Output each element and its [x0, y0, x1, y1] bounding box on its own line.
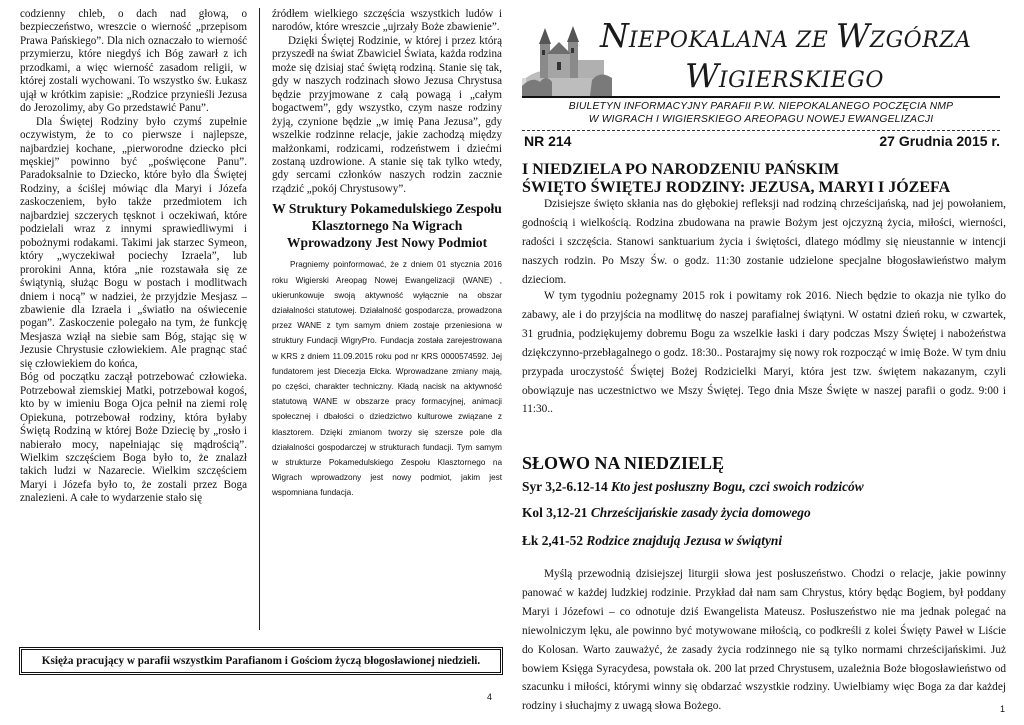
- week-text: [522, 287, 1006, 419]
- struct-body: [272, 257, 502, 500]
- issue-number: NR 214: [524, 133, 572, 149]
- struct-heading: W Struktury Pokamedulskiego Zespołu Klasztornego Na Wigrach Wprowadzony Jest Nowy Podmiot: [272, 201, 502, 251]
- reading-ref: Kol 3,12-21: [522, 505, 588, 520]
- page-number-left: 4: [487, 692, 493, 702]
- reading-item: [522, 505, 811, 521]
- masthead: [522, 6, 1002, 130]
- reading-ref: Syr 3,2-6.12-14: [522, 479, 608, 494]
- footer-greeting-box: [19, 647, 503, 675]
- issue-info: [522, 133, 1000, 153]
- reading-item: [522, 533, 782, 549]
- page-number-right: 1: [1000, 704, 1006, 714]
- col2-paragraph: Dzięki Świętej Rodzinie, w której i przez którą przyszedł na świat Zbawiciel Świata, każda rodzina może się dzisiaj stać świętą rodziną. Stanie się tak, gdy w naszych rodzinach słowo Jezusa Chrystusa będzie przyjmowane z całą powagą i „całym bogactwem”, gdy wszystko, czym nasze rodziny żyją, czynione będzie „w imię Pana Jezusa”, gdy wszelkie rodzinne relacje, jakie zachodzą między małżonkami, rodzicami, rodzeństwem i dziećmi zostaną uzdrowione. A stanie się tak tylko wtedy, gdy sercami członków naszych rodzin zacznie rządzić „pokój Chrystusowy”.: [272, 34, 502, 195]
- headline-feast: ŚWIĘTO ŚWIĘTEJ RODZINY: JEZUSA, MARYI I JÓZEFA: [522, 179, 951, 196]
- footer-greeting: Księża pracujący w parafii wszystkim Parafianom i Gościom życzą błogosławionej niedzieli.: [41, 655, 481, 667]
- left-column-2: [272, 8, 502, 638]
- issue-date: 27 Grudnia 2015 r.: [879, 133, 1000, 149]
- col1-paragraph: Dla Świętej Rodziny było czymś zupełnie oczywistym, że to co pierwsze i najlepsze, najbardziej kochane, „pierworodne dziecko płci męskiej” powinno być „poświęcone Panu”. Paradoksalnie to Dziecko, które było dla Świętej Rodziny, a ściślej mówiąc dla Maryi i Józefa zaskoczeniem, było także przedmiotem ich najbardziej szczerych tęsknot i oczekiwań, które podzielali wraz z innymi sprawiedliwymi i pobożnymi rodakami. Takimi jak starzec Symeon, który „wyczekiwał pociechy Izraela”, lub prorokini Anna, która „nie rozstawała się ze świątynią, służąc Bogu w postach i modlitwach dniem i nocą” w nadziei, że przyjdzie Mesjasz – zbawienie dla Izraela i „światło na oświecenie pogan”. Zaskoczenie polegało na tym, że funkcję Mesjasza wziął na siebie sam Bóg, stając się w Jezusie Chrystusie człowiekiem. Ale pragnąc stać się człowiekiem do końca,: [20, 115, 247, 370]
- reading-title: Kto jest posłuszny Bogu, czci swoich rodziców: [611, 479, 864, 494]
- masthead-subtitle: BIULETYN INFORMACYJNY PARAFII P.W. NIEPOKALANEGO POCZĘCIA NMP: [568, 101, 954, 112]
- church-illustration-icon: [522, 16, 612, 96]
- column-divider: [259, 8, 260, 630]
- masthead-dashed-rule: [522, 130, 1000, 131]
- col2-paragraph: źródłem wielkiego szczęścia wszystkich ludów i narodów, które wreszcie „ujrzały Boże zbawienie”.: [272, 8, 502, 34]
- col1-paragraph: Bóg od początku zaczął potrzebować człowieka. Potrzebował ziemskiej Matki, potrzebował kogoś, kto by w imieniu Boga Ojca pełnił na ziemi rolę Opiekuna, potrzebował rodziny, która byłaby Świętą Rodziną w której Boże Dziecię by „rosło i nabierało mocy, napełniając się mądrością”. Wielkim szczęściem Boga było to, że znalazł takich ludzi w Nazarecie. Wielkim szczęściem Maryi i Józefa było to, że zostali przez Boga znalezieni. A całe to wydarzenie stało się: [20, 371, 247, 505]
- reflection-paragraph: Myślą przewodnią dzisiejszej liturgii słowa jest posłuszeństwo. Chodzi o relacje, jakie powinny panować w każdej ludzkiej rodzinie. Przykład dał nam sam Chrystus, który będąc Bogiem, był poddany Maryi i Józefowi – co odnotuje dziś Ewangelista Mateusz. Posłuszeństwo nie ma jednak polegać na niewolniczym lęku, ale powinno być motywowane miłością, co podkreśli z kolei Święty Paweł w Liście do Kolosan. Warto zauważyć, że zasady życia rodzinnego nie są tylko normami chrześcijańskimi. Już bowiem Księga Syracydesa, powstała ok. 200 lat przed Chrystusem, uzależnia Boże błogosławieństwo od szacunku i miłości, którymi winny się obdarzać wszystkie rodziny. Uwielbiamy więc Boga za dar każdej rodziny i słuchajmy z uwagą słowa Bożego.: [522, 568, 1006, 713]
- struct-paragraph: Pragniemy poinformować, że z dniem 01 stycznia 2016 roku Wigierski Areopag Nowej Ewangelizacji (WANE) , ukierunkowuje swoją aktywność wyłącznie na obszar działalności statutowej. Działalność gospodarcza, prowadzona przez WANE z tym samym dniem zostaje przeniesiona w struktury Fundacji WigryPro. Fundacja została zarejestrowana w KRS z dniem 11.09.2015 roku pod nr KRS 0000574592. Jej fundatorem jest Diecezja Ełcka. Wprowadzane zmiany mają, po części, charakter techniczny. Kładą nacisk na aktywność statutową WANE w obszarze pracy formacyjnej, animacji społecznej i dbałości o dziedzictwo kulturowe związane z klasztorem. Dzięki zmianom tworzy się szersze pole dla działalności gospodarczej w strukturach fundacji. Tym samym w strukturze Pokamedulskiego Zespołu Klasztornego na Wigrach wprowadzony jest nowy podmiot, jakim jest wspomniana fundacja.: [272, 260, 502, 498]
- slowo-heading: SŁOWO NA NIEDZIELĘ: [522, 453, 725, 473]
- week-paragraph: W tym tygodniu pożegnamy 2015 rok i powitamy rok 2016. Niech będzie to okazja nie tylko do zabawy, ale i do przyjścia na modlitwę do naszej parafialnej świątyni. W ostatni dzień roku, w czwartek, 31 grudnia, podziękujemy dobremu Bogu za wszelkie łaski i dary podczas Mszy Świętej i nabożeństwa dziękczynno-przebłagalnego o godz. 18:30.. Postarajmy się nowy rok rozpocząć w imię Boże. W tym dniu przypada uroczystość Świętej Bożej Rodzicielki Maryi, która jest tzw. świętem nakazanym, czyli obowiązuje nas uczestnictwo we Mszy Świętej. Tego dnia Msze Święte w naszej parafii o godz. 9:00 i 11:30..: [522, 290, 1006, 416]
- left-column-1: [20, 8, 247, 638]
- intro-paragraph: Dzisiejsze święto skłania nas do głębokiej refleksji nad rodziną chrześcijańską, nad jej powołaniem, godnością i wielkością. Rodzina zbudowana na prawie Bożym jest ojczyzną życia, miłości, wierności, radości i szczęścia. Stanowi sanktuarium życia i świętości, dlatego módlmy się nieustannie w intencji naszych rodzin. Po Mszy Św. o godz. 11:30 zostanie udzielone specjalne błogosławieństwo małym dzieciom.: [522, 198, 1006, 286]
- masthead-title-line1: NIEPOKALANA ZE WZGÓRZA: [600, 16, 972, 55]
- col1-paragraph: codzienny chleb, o dach nad głową, o bezpieczeństwo, wreszcie o wierność „przepisom Prawa Pańskiego”. Dla nich oznaczało to wierność przymierzu, które niegdyś ich Bóg zawarł z ich przodkami, a więc wierność zasadom religii, w której zostali wychowani. To wszystko św. Łukasz ujął w krótkim zapisie: „Rodzice przynieśli Jezusa do Jerozolimy, aby Go przedstawić Panu”.: [20, 8, 247, 115]
- reading-title: Chrześcijańskie zasady życia domowego: [590, 505, 811, 520]
- headline-sunday: I NIEDZIELA PO NARODZENIU PAŃSKIM: [522, 161, 840, 178]
- reading-ref: Łk 2,41-52: [522, 533, 584, 548]
- masthead-rule: [522, 96, 1000, 98]
- reading-title: Rodzice znajdują Jezusa w świątyni: [586, 533, 783, 548]
- reflection-text: [522, 565, 1006, 716]
- masthead-title-line2: WIGIERSKIEGO: [685, 56, 884, 95]
- masthead-subtitle: W WIGRACH I WIGIERSKIEGO AREOPAGU NOWEJ EWANGELIZACJI: [588, 114, 934, 125]
- intro-text: [522, 195, 1006, 290]
- reading-item: [522, 479, 864, 495]
